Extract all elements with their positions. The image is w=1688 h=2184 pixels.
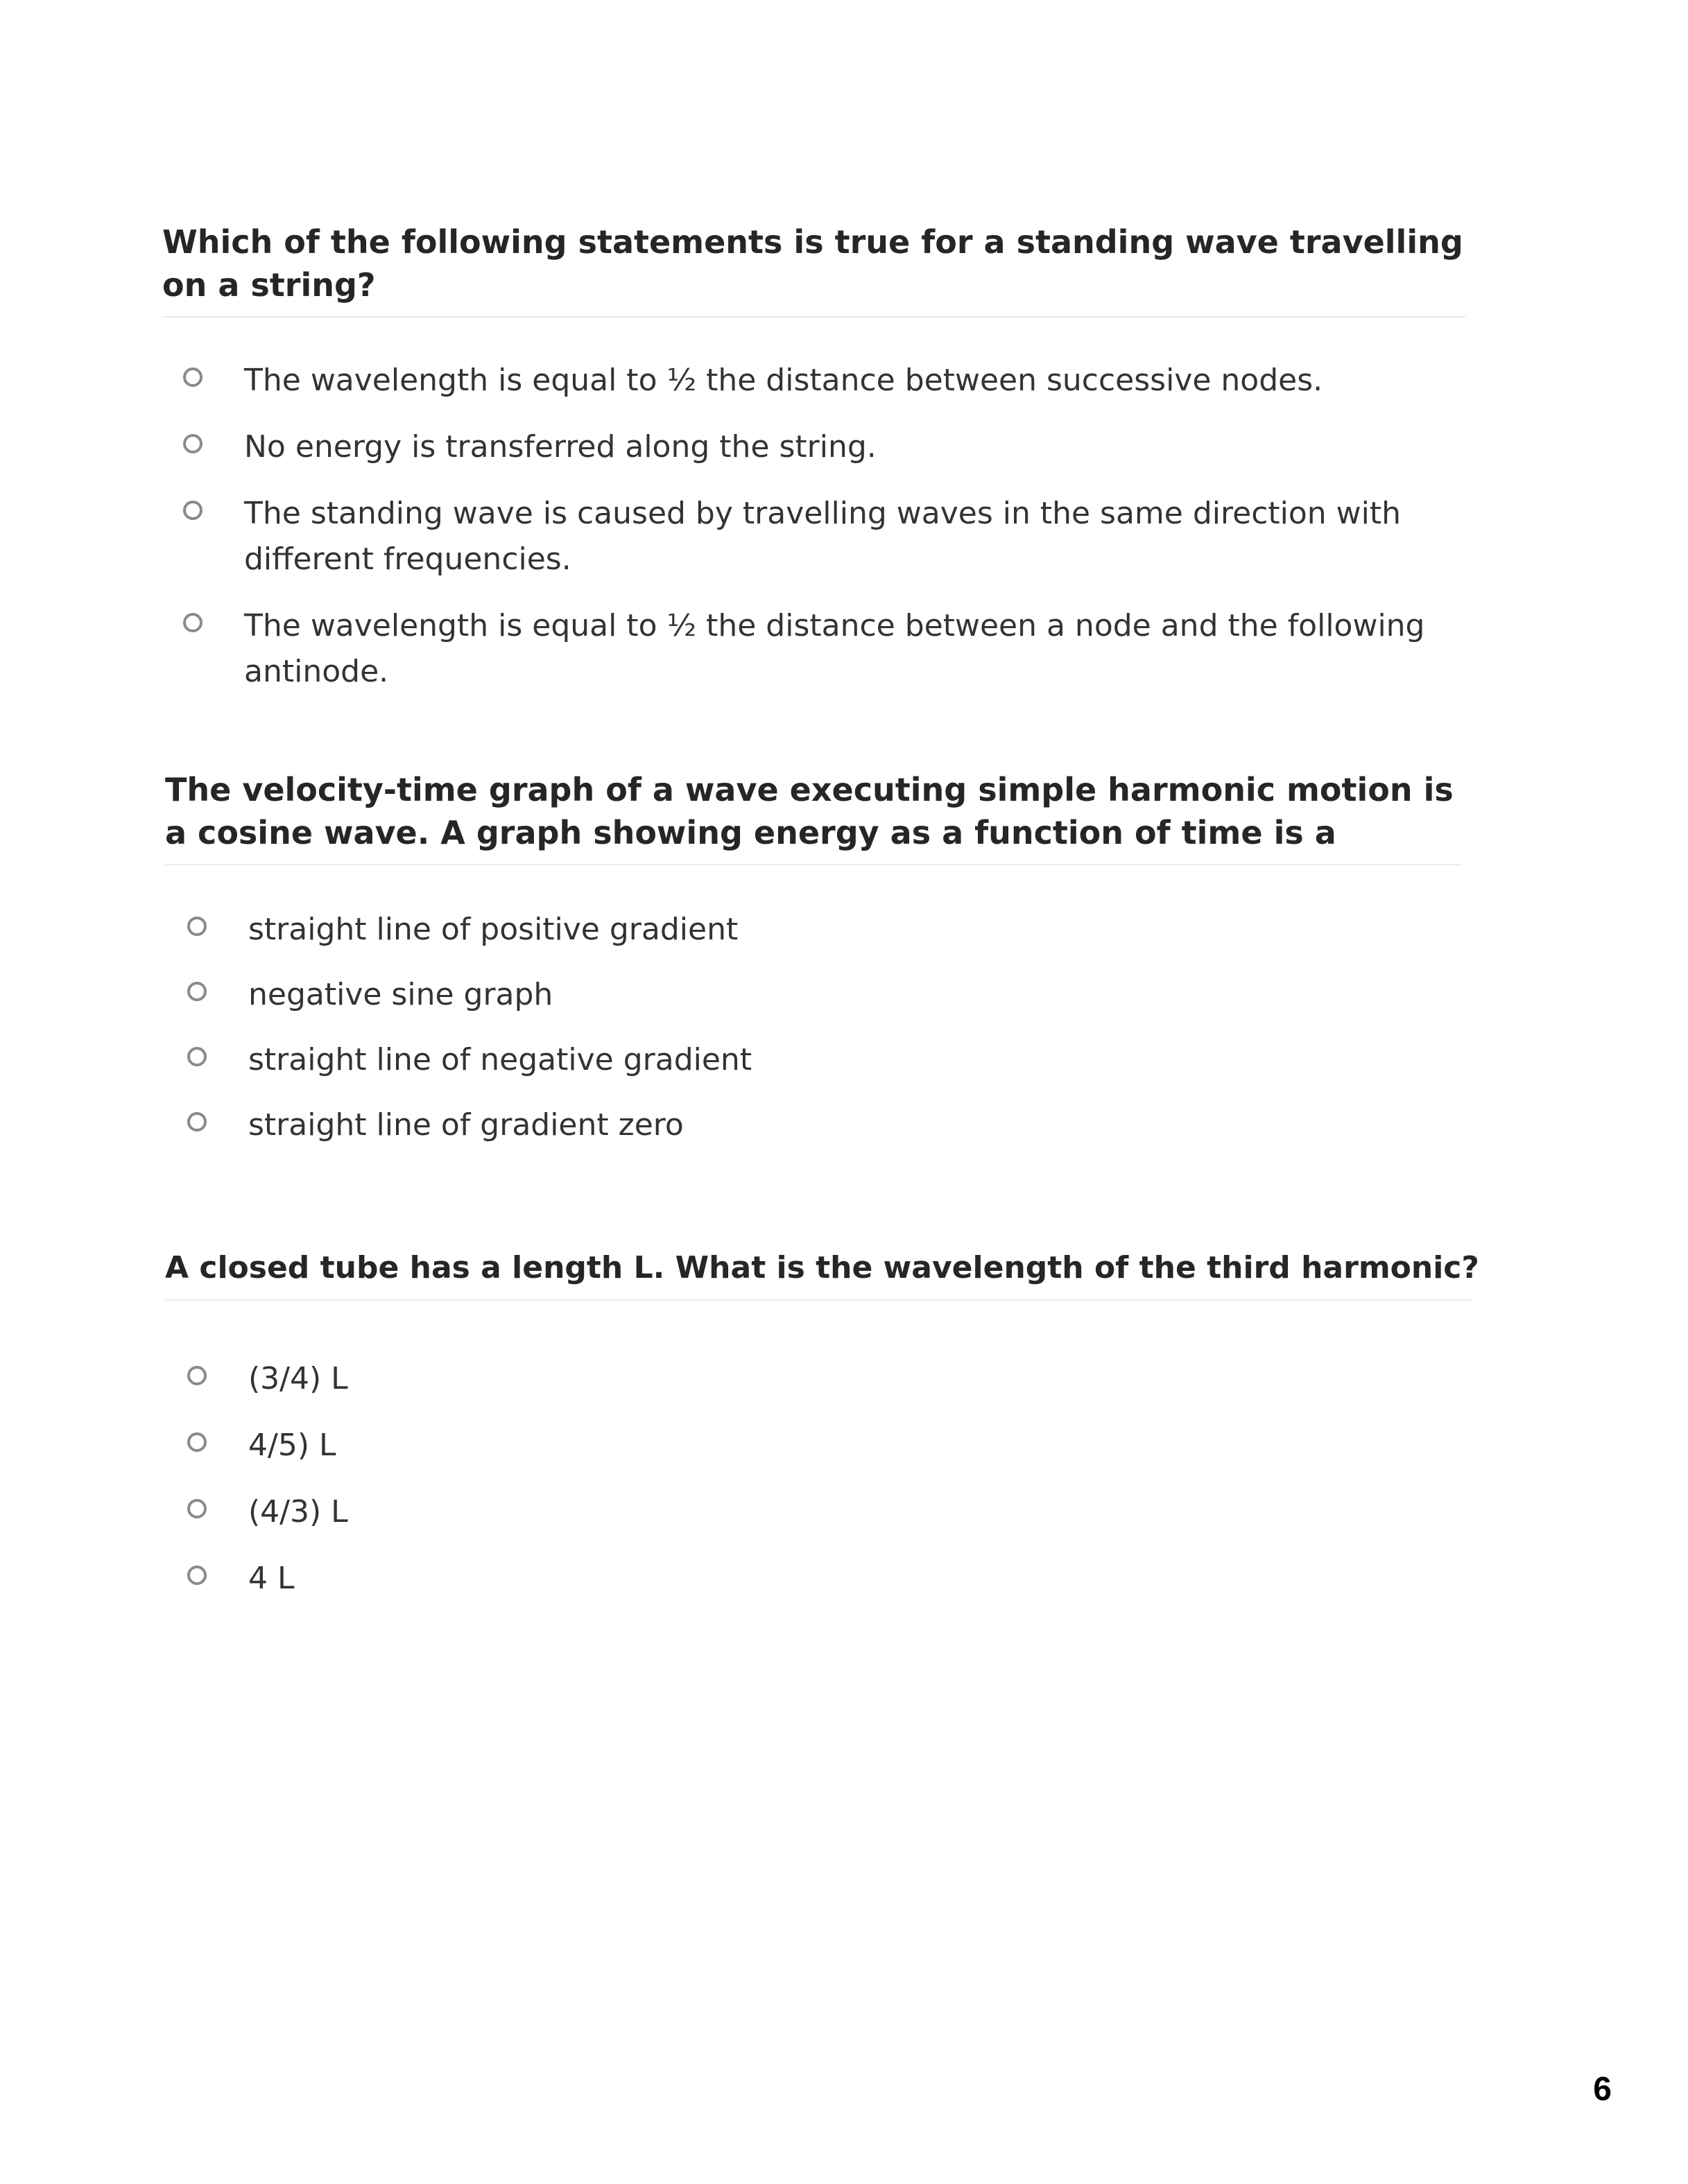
radio-button[interactable] [187, 1112, 207, 1132]
radio-button[interactable] [183, 613, 203, 632]
question-2-options [187, 907, 1477, 1148]
option-label[interactable]: negative sine graph [248, 977, 553, 1012]
radio-button[interactable] [187, 1566, 207, 1585]
radio-button[interactable] [183, 367, 203, 387]
option-3a[interactable] [187, 1356, 1477, 1402]
option-2b[interactable] [187, 972, 1477, 1018]
radio-button[interactable] [183, 501, 203, 520]
option-3c[interactable] [187, 1489, 1477, 1535]
radio-button[interactable] [187, 1366, 207, 1385]
question-3-title: A closed tube has a length L. What is the wavelength of the third harmonic? [165, 1247, 1473, 1301]
radio-button[interactable] [187, 1047, 207, 1066]
radio-button[interactable] [187, 982, 207, 1001]
option-label[interactable]: straight line of negative gradient [248, 1042, 752, 1077]
question-3-options [187, 1356, 1477, 1602]
radio-button[interactable] [187, 1499, 207, 1518]
question-1-title: Which of the following statements is true for a standing wave travelling on a string? [162, 220, 1466, 318]
option-3d[interactable] [187, 1556, 1477, 1602]
option-label[interactable]: The standing wave is caused by travelling waves in the same direction with different frequencies. [244, 496, 1402, 577]
option-label[interactable]: straight line of gradient zero [248, 1107, 684, 1143]
option-label[interactable]: 4/5) L [248, 1428, 336, 1463]
page-number: 6 [1593, 2071, 1612, 2108]
option-2a[interactable] [187, 907, 1477, 953]
option-1b[interactable] [183, 424, 1473, 470]
option-1c[interactable] [183, 491, 1472, 582]
option-label[interactable]: The wavelength is equal to ½ the distance between a node and the following antinode. [244, 608, 1425, 689]
question-2-title: The velocity-time graph of a wave executing simple harmonic motion is a cosine wave. A graph showing energy as a function of time is a [165, 768, 1462, 865]
question-1 [162, 220, 1473, 318]
option-2c[interactable] [187, 1037, 1477, 1083]
option-label[interactable]: (4/3) L [248, 1494, 348, 1529]
question-2 [165, 768, 1476, 865]
option-3b[interactable] [187, 1423, 1477, 1468]
radio-button[interactable] [183, 434, 203, 453]
option-label[interactable]: The wavelength is equal to ½ the distance between successive nodes. [244, 363, 1323, 398]
option-1d[interactable] [183, 603, 1499, 695]
question-1-options [183, 358, 1473, 695]
option-label[interactable]: (3/4) L [248, 1361, 348, 1396]
option-label[interactable]: 4 L [248, 1561, 295, 1596]
question-3 [165, 1247, 1479, 1301]
option-2d[interactable] [187, 1102, 1477, 1148]
option-1a[interactable] [183, 358, 1473, 404]
option-label[interactable]: straight line of positive gradient [248, 912, 739, 947]
radio-button[interactable] [187, 917, 207, 936]
radio-button[interactable] [187, 1432, 207, 1452]
option-label[interactable]: No energy is transferred along the string. [244, 429, 877, 465]
